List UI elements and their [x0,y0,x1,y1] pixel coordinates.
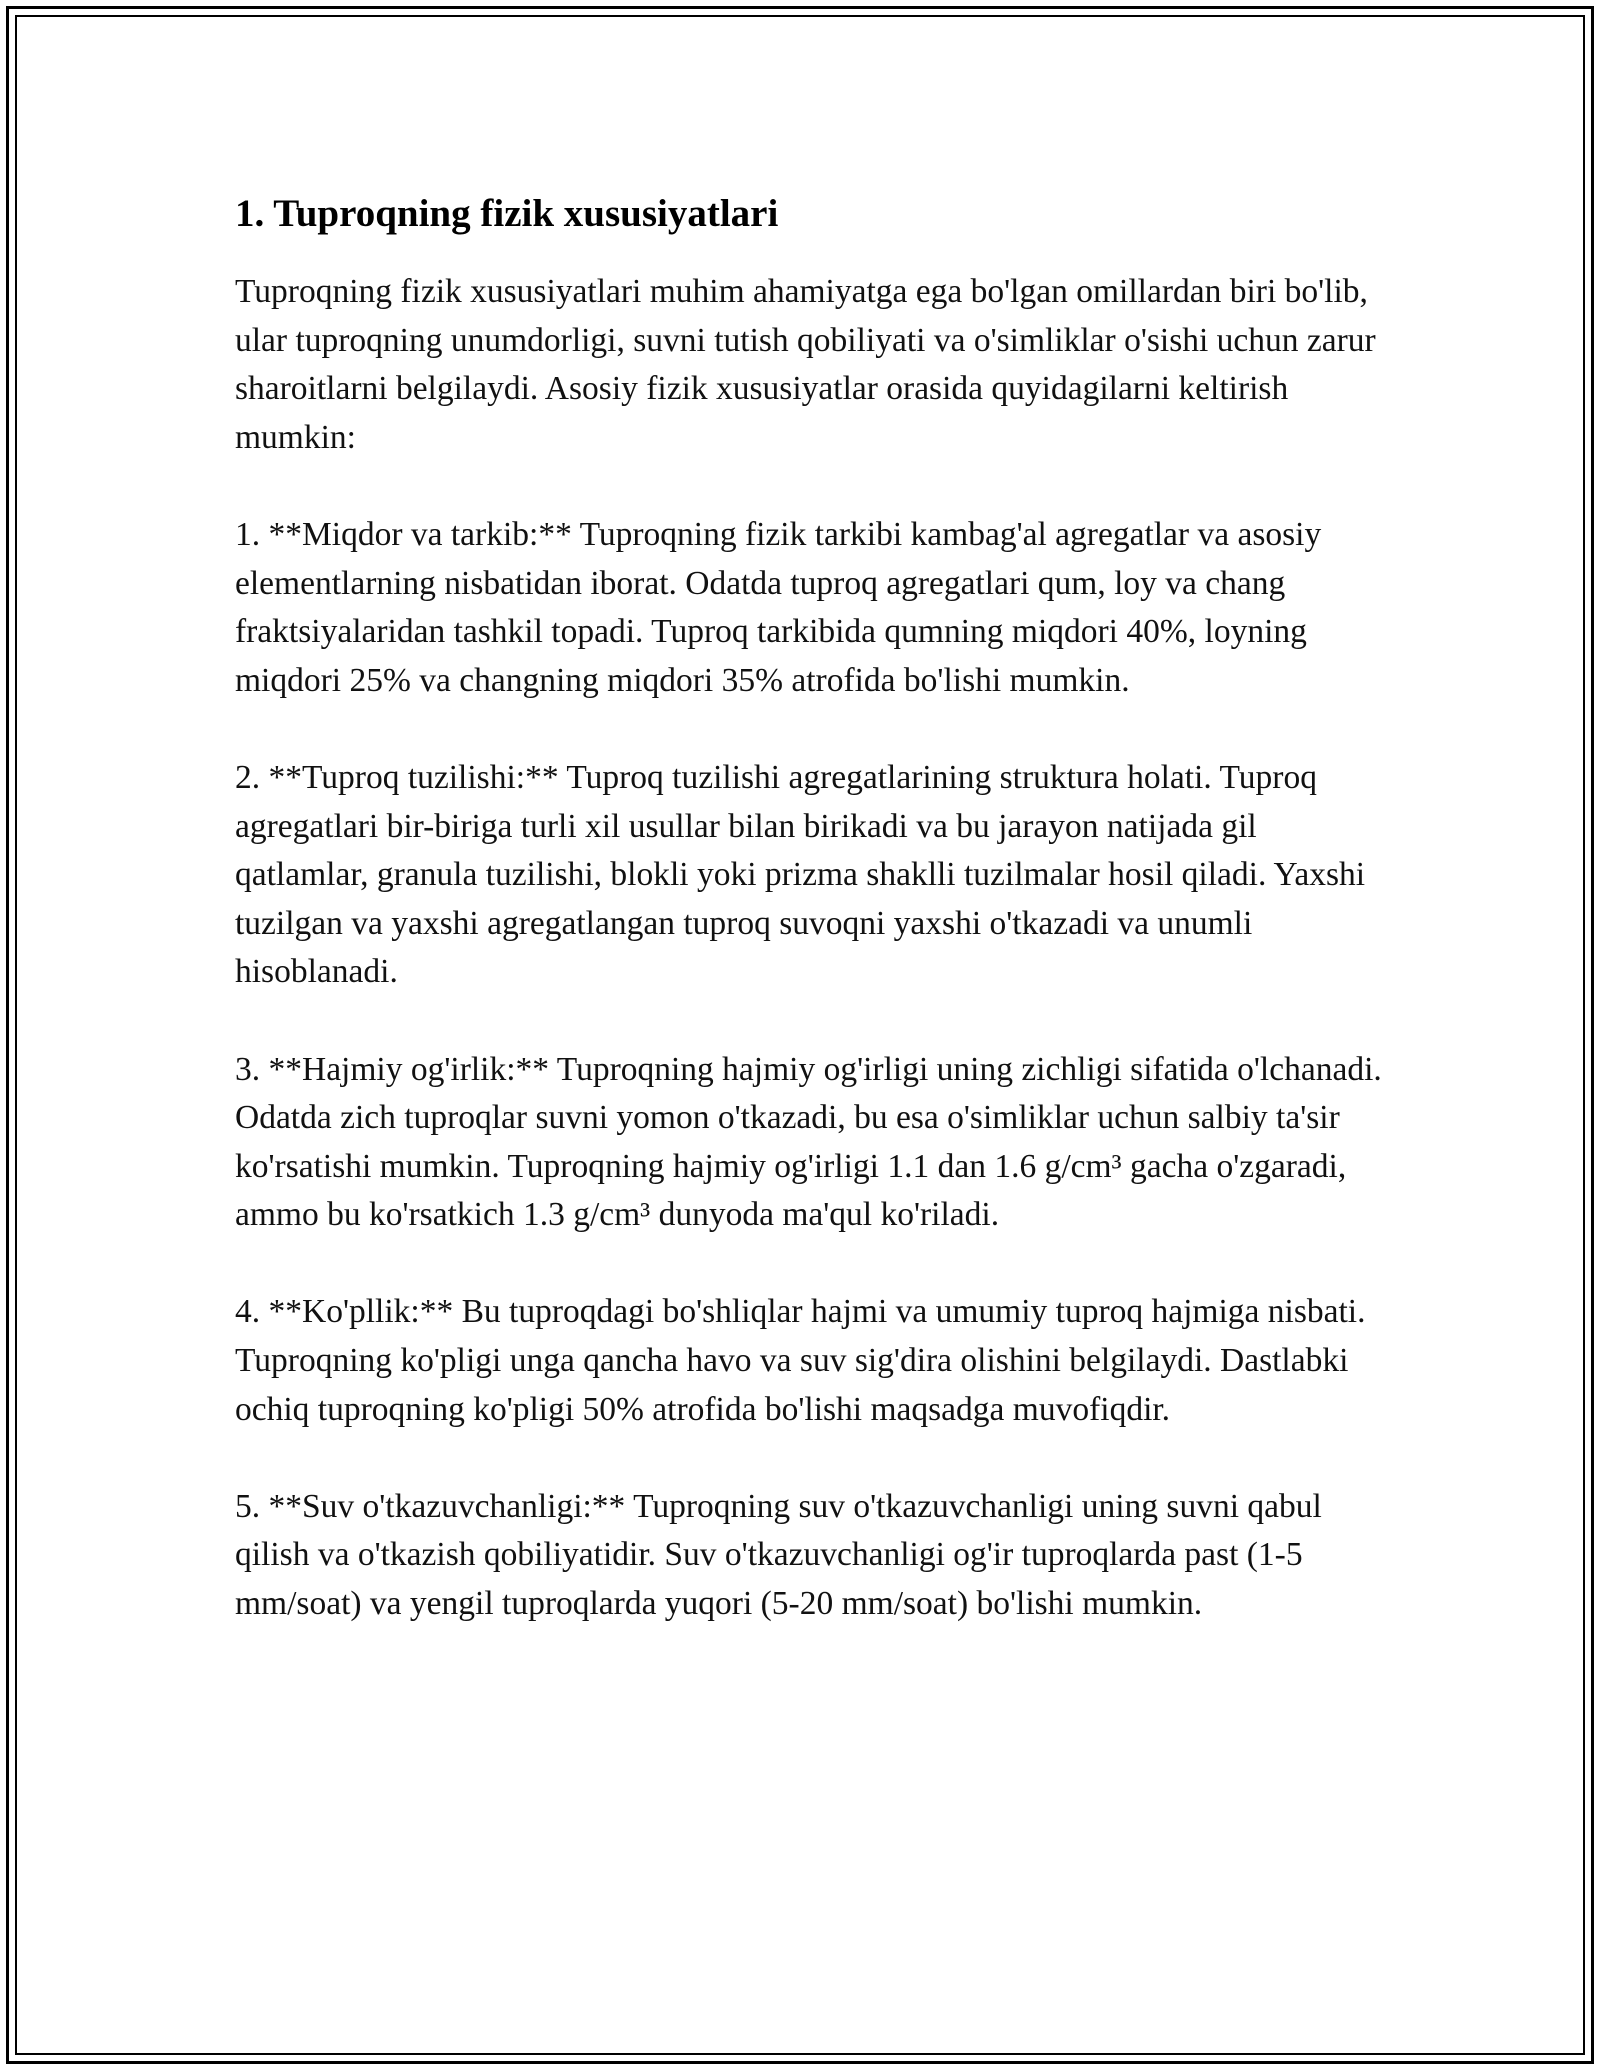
paragraph-composition: 1. **Miqdor va tarkib:** Tuproqning fizik tarkibi kambag'al agregatlar va asosiy elementlarning nisbatidan iborat. Odatda tuproq agregatlari qum, loy va chang fraktsiyalaridan tashkil topadi. Tuproq tarkibida qumning miqdori 40%, loyning miqdori 25% va changning miqdori 35% atrofida bo'lishi mumkin. [235,515,1322,699]
paragraph-porosity: 4. **Ko'pllik:** Bu tuproqdagi bo'shliqlar hajmi va umumiy tuproq hajmiga nisbati. Tuproqning ko'pligi unga qancha havo va suv sig'dira olishini belgilaydi. Dastlabki ochiq tuproqning ko'pligi 50% atrofida bo'lishi maqsadga muvofiqdir. [235,1293,1366,1428]
paragraph-structure: 2. **Tuproq tuzilishi:** Tuproq tuzilishi agregatlarining struktura holati. Tuproq agregatlari bir-biriga turli xil usullar bilan birikadi va bu jarayon natijada gil qatlamlar, granula tuzilishi, blokli yoki prizma shaklli tuzilmalar hosil qiladi. Yaxshi tuzilgan va yaxshi agregatlangan tuproq suvoqni yaxshi o'tkazadi va unumli hisoblanadi. [235,758,1366,991]
paragraph-permeability: 5. **Suv o'tkazuvchanligi:** Tuproqning suv o'tkazuvchanligi uning suvni qabul qilish va o'tkazish qobiliyatidir. Suv o'tkazuvchanligi og'ir tuproqlarda past (1-5 mm/soat) va yengil tuproqlarda yuqori (5-20 mm/soat) bo'lishi mumkin. [235,1487,1322,1623]
paragraph-bulk-density: 3. **Hajmiy og'irlik:** Tuproqning hajmiy og'irligi uning zichligi sifatida o'lchanadi. Odatda zich tuproqlar suvni yomon o'tkazadi, bu esa o'simliklar uchun salbiy ta'sir ko'rsatishi mumkin. Tuproqning hajmiy og'irligi 1.1 dan 1.6 g/cm³ gacha o'zgaradi, ammo bu ko'rsatkich 1.3 g/cm³ dunyoda ma'qul ko'riladi. [235,1050,1382,1234]
intro-paragraph: Tuproqning fizik xususiyatlari muhim ahamiyatga ega bo'lgan omillardan biri bo'lib, ular tuproqning unumdorligi, suvni tutish qobiliyati va o'simliklar o'sishi uchun zarur sharoitlarni belgilaydi. Asosiy fizik xususiyatlar orasida quyidagilarni keltirish mumkin: [235,273,1376,456]
section-title: 1. Tuproqning fizik xususiyatlari [235,192,779,235]
document-body [235,184,1385,1677]
